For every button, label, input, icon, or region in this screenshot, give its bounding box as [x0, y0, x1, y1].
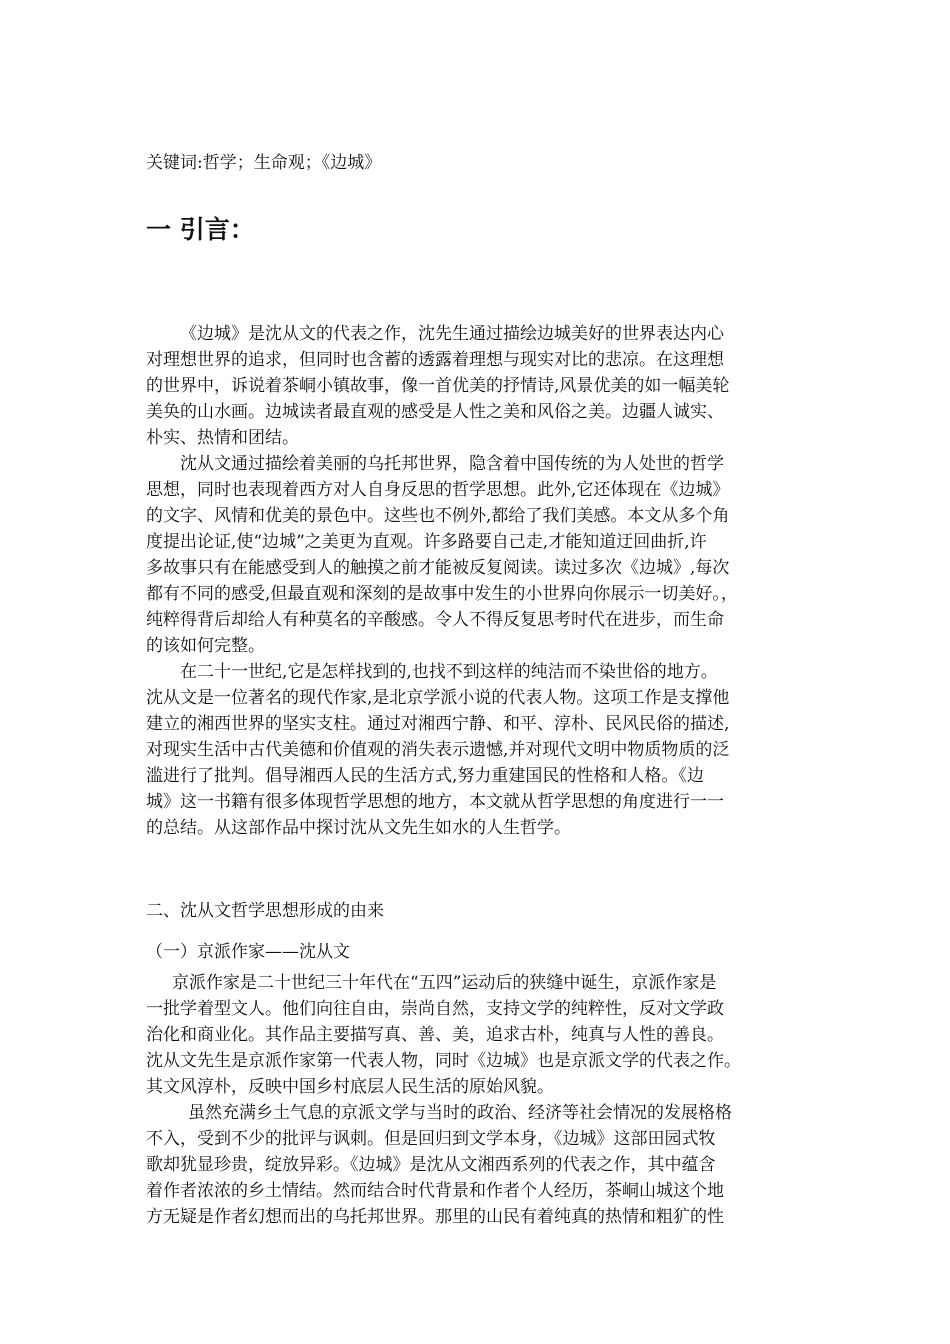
section-2-1-paragraph-1	[146, 970, 810, 1100]
text-line: 纯粹得背后却给人有种莫名的辛酸感。令人不得反复思考时代在进步，而生命	[146, 610, 724, 630]
text-line: 着作者浓浓的乡土情结。然而结合时代背景和作者个人经历，茶峒山城这个地	[146, 1181, 724, 1201]
intro-paragraph-2	[146, 451, 810, 659]
text-line: 的世界中，诉说着茶峒小镇故事，像一首优美的抒情诗,风景优美的如一幅美轮	[146, 376, 730, 396]
text-line: 沈从文是一位著名的现代作家,是北京学派小说的代表人物。这项工作是支撑他	[146, 688, 730, 708]
text-line: 美奂的山水画。边城读者最直观的感受是人性之美和风俗之美。边疆人诚实、	[146, 402, 724, 422]
text-line: 多故事只有在能感受到人的触摸之前才能被反复阅读。读过多次《边城》,每次	[146, 558, 730, 578]
text-line: 沈从文先生是京派作家第一代表人物，同时《边城》也是京派文学的代表之作。	[146, 1051, 741, 1071]
text-line: 方无疑是作者幻想而出的乌托邦世界。那里的山民有着纯真的热情和粗犷的性	[146, 1207, 724, 1227]
keywords-line: 关键词:哲学；生命观；《边城》	[146, 153, 382, 173]
text-line: 对理想世界的追求，但同时也含蓄的透露着理想与现实对比的悲凉。在这理想	[146, 350, 724, 370]
text-line: 对现实生活中古代美德和价值观的消失表示遗憾,并对现代文明中物质物质的泛	[146, 740, 730, 760]
text-line: 沈从文通过描绘着美丽的乌托邦世界，隐含着中国传统的为人处世的哲学	[180, 454, 724, 474]
section-2-1-paragraph-2	[146, 1100, 810, 1230]
text-line: 其文风淳朴，反映中国乡村底层人民生活的原始风貌。	[146, 1077, 554, 1097]
text-line: 建立的湘西世界的坚实支柱。通过对湘西宁静、和平、淳朴、民风民俗的描述,	[146, 714, 730, 734]
text-line: 虽然充满乡土气息的京派文学与当时的政治、经济等社会情况的发展格格	[188, 1103, 732, 1123]
text-line: 城》这一书籍有很多体现哲学思想的地方，本文就从哲学思想的角度进行一一	[146, 792, 724, 812]
text-line: 歌却犹显珍贵，绽放异彩。《边城》是沈从文湘西系列的代表之作，其中蕴含	[146, 1155, 716, 1175]
text-line: 度提出论证,使“边城”之美更为直观。许多路要自己走,才能知道迂回曲折,许	[146, 532, 707, 552]
intro-paragraph-1	[146, 321, 810, 451]
section-heading-introduction: 一 引言：	[146, 215, 255, 244]
text-line: 《边城》是沈从文的代表之作，沈先生通过描绘边城美好的世界表达内心	[180, 324, 724, 344]
text-line: 的文字、风情和优美的景色中。这些也不例外,都给了我们美感。本文从多个角	[146, 506, 730, 526]
text-line: 不入，受到不少的批评与讽刺。但是回归到文学本身，《边城》这部田园式牧	[146, 1129, 716, 1149]
text-line: 治化和商业化。其作品主要描写真、善、美，追求古朴，纯真与人性的善良。	[146, 1025, 724, 1045]
text-line: 在二十一世纪,它是怎样找到的,也找不到这样的纯洁而不染世俗的地方。	[180, 662, 718, 682]
text-line: 思想，同时也表现着西方对人自身反思的哲学思想。此外,它还体现在《边城》	[146, 480, 730, 500]
section-heading-2: 二、沈从文哲学思想形成的由来	[146, 901, 384, 921]
text-line: 都有不同的感受,但最直观和深刻的是故事中发生的小世界向你展示一切美好。，	[146, 584, 738, 604]
text-line: 朴实、热情和团结。	[146, 428, 299, 448]
text-line: 京派作家是二十世纪三十年代在“五四”运动后的狭缝中诞生，京派作家是	[172, 973, 717, 993]
intro-paragraph-3	[146, 659, 810, 841]
subsection-heading-1: （一）京派作家——沈从文	[146, 942, 350, 962]
text-line: 一批学着型文人。他们向往自由，崇尚自然，支持文学的纯粹性，反对文学政	[146, 999, 724, 1019]
text-line: 滥进行了批判。倡导湘西人民的生活方式,努力重建国民的性格和人格。《边	[146, 766, 704, 786]
text-line: 的该如何完整。	[146, 636, 265, 656]
text-line: 的总结。从这部作品中探讨沈从文先生如水的人生哲学。	[146, 818, 571, 838]
